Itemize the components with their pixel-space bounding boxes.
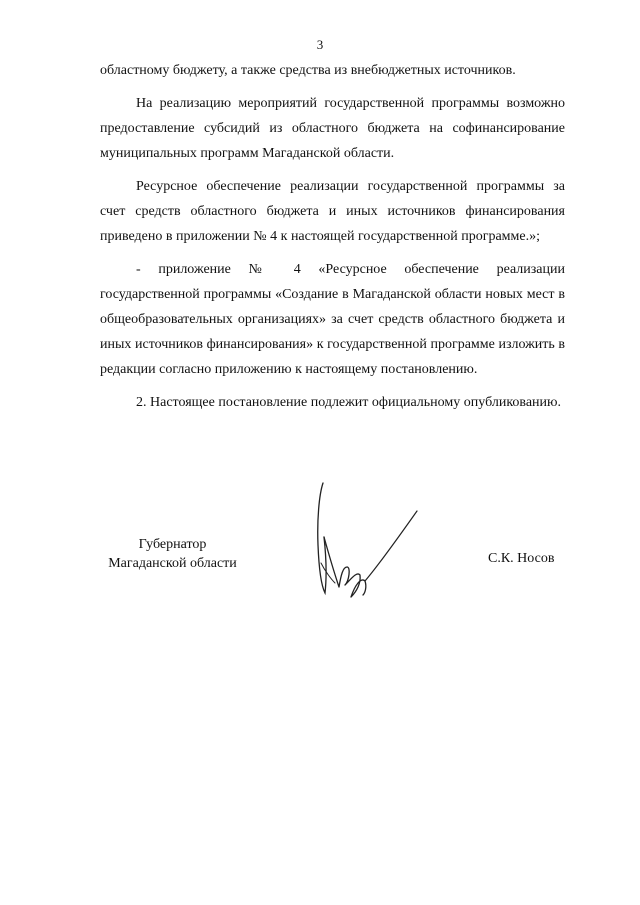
paragraph-resource-provision: Ресурсное обеспечение реализации государственной программы за счет средств областного бюджета и иных источников финансирования приведено в приложении № 4 к настоящей государственной программе.»; [100, 179, 565, 244]
signatory-position-line1: Губернатор [138, 537, 207, 552]
handwritten-signature [305, 475, 425, 615]
paragraph-continuation: областному бюджету, а также средства из внебюджетных источников. [100, 63, 516, 78]
document-body [100, 58, 565, 423]
signatory-position [100, 535, 245, 573]
page-number: 3 [316, 37, 324, 52]
signatory-position-line2: Магаданской области [108, 556, 237, 571]
signatory-name: С.К. Носов [488, 551, 555, 566]
paragraph-subsidies: На реализацию мероприятий государственной программы возможно предоставление субсидий из областного бюджета на софинансирование муниципальных программ Магаданской области. [100, 96, 565, 161]
paragraph-publication: 2. Настоящее постановление подлежит официальному опубликованию. [136, 395, 561, 410]
paragraph-appendix-4: - приложение № 4 «Ресурсное обеспечение реализации государственной программы «Создание в Магаданской области новых мест в общеобразовательных организациях» за счет средств областного бюджета и иных источников финансирования» к государственной программе изложить в редакции согласно приложению к настоящему постановлению. [100, 262, 565, 377]
